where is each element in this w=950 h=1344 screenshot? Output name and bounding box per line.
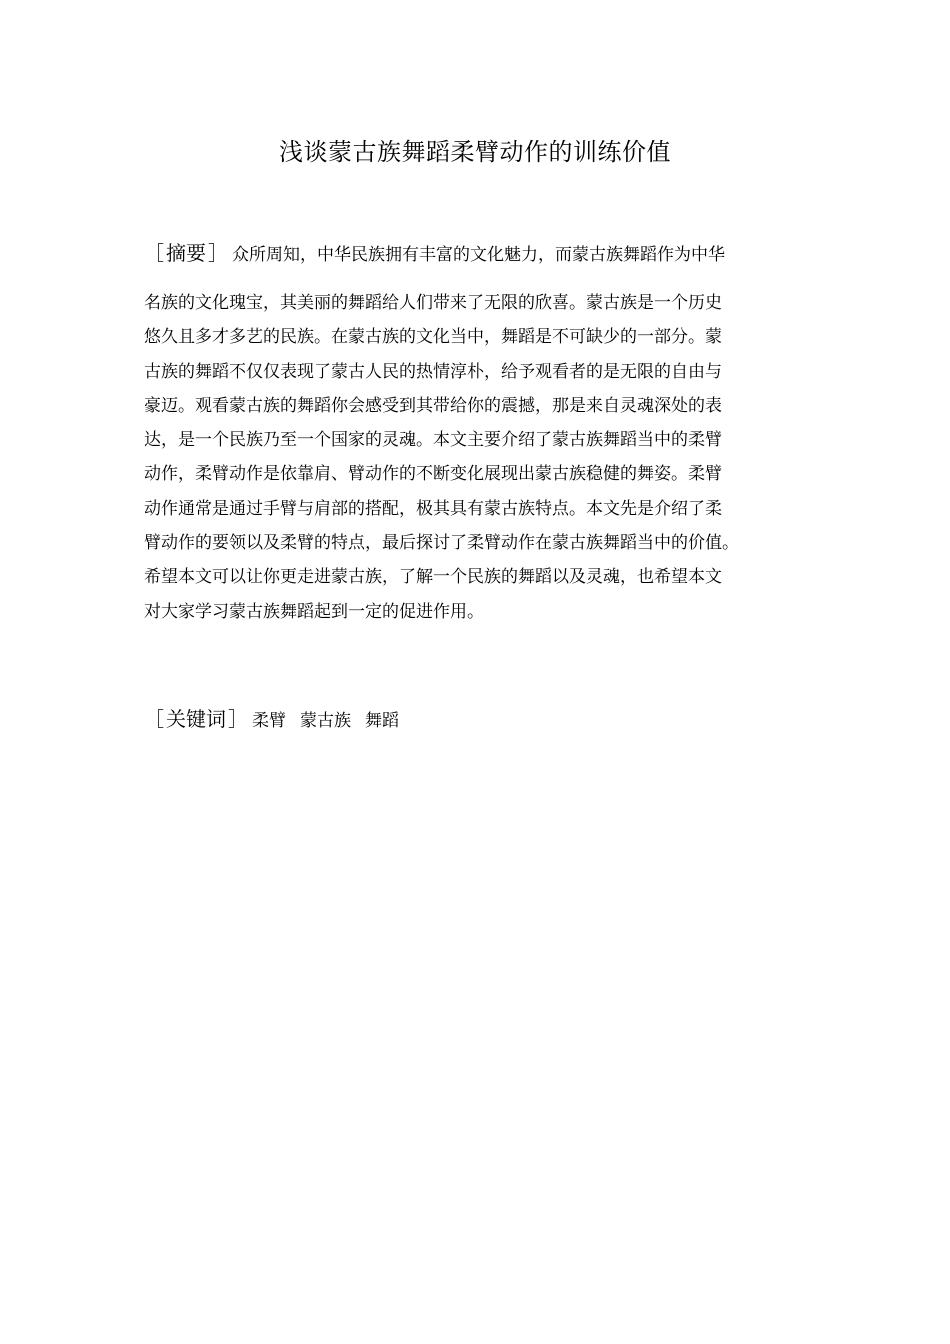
abstract-first-line bbox=[144, 238, 820, 268]
abstract-text-line: 对大家学习蒙古族舞蹈起到一定的促进作用。 bbox=[144, 601, 484, 622]
keywords-label-open: ［ bbox=[144, 707, 164, 731]
document-title: 浅谈蒙古族舞蹈柔臂动作的训练价值 bbox=[279, 138, 671, 166]
abstract-text-line: 名族的文化瑰宝，其美丽的舞蹈给人们带来了无限的欣喜。蒙古族是一个历史 bbox=[144, 293, 722, 313]
abstract-label-open: ［ bbox=[144, 241, 164, 265]
keyword-item: 舞蹈 bbox=[365, 711, 399, 731]
abstract-text-line: 动作通常是通过手臂与肩部的搭配，极其具有蒙古族特点。本文先是介绍了柔 bbox=[144, 498, 722, 519]
abstract-text-line: 悠久且多才多艺的民族。在蒙古族的文化当中，舞蹈是不可缺少的一部分。蒙 bbox=[144, 327, 722, 348]
abstract-text-line: 众所周知，中华民族拥有丰富的文化魅力，而蒙古族舞蹈作为中华 bbox=[232, 245, 725, 265]
keywords-label: 关键词 bbox=[166, 707, 226, 731]
abstract-text-line: 动作，柔臂动作是依靠肩、臂动作的不断变化展现出蒙古族稳健的舞姿。柔臂 bbox=[144, 464, 722, 485]
abstract-label-close: ］ bbox=[208, 241, 228, 265]
abstract-label: 摘要 bbox=[166, 241, 206, 265]
abstract-section bbox=[144, 238, 820, 622]
abstract-text-line: 古族的舞蹈不仅仅表现了蒙古人民的热情淳朴，给予观看者的是无限的自由与 bbox=[144, 361, 722, 382]
abstract-text-line: 臂动作的要领以及柔臂的特点，最后探讨了柔臂动作在蒙古族舞蹈当中的价值。 bbox=[144, 533, 739, 554]
abstract-text-line: 豪迈。观看蒙古族的舞蹈你会感受到其带给你的震撼，那是来自灵魂深处的表 bbox=[144, 395, 722, 416]
keywords-label-close: ］ bbox=[228, 707, 248, 731]
keywords-section bbox=[144, 704, 399, 736]
abstract-body bbox=[144, 286, 739, 629]
keyword-item: 柔臂 bbox=[252, 711, 286, 731]
keyword-item: 蒙古族 bbox=[300, 711, 351, 731]
abstract-text-line: 达，是一个民族乃至一个国家的灵魂。本文主要介绍了蒙古族舞蹈当中的柔臂 bbox=[144, 430, 722, 451]
abstract-text-line: 希望本文可以让你更走进蒙古族，了解一个民族的舞蹈以及灵魂，也希望本文 bbox=[144, 567, 722, 588]
